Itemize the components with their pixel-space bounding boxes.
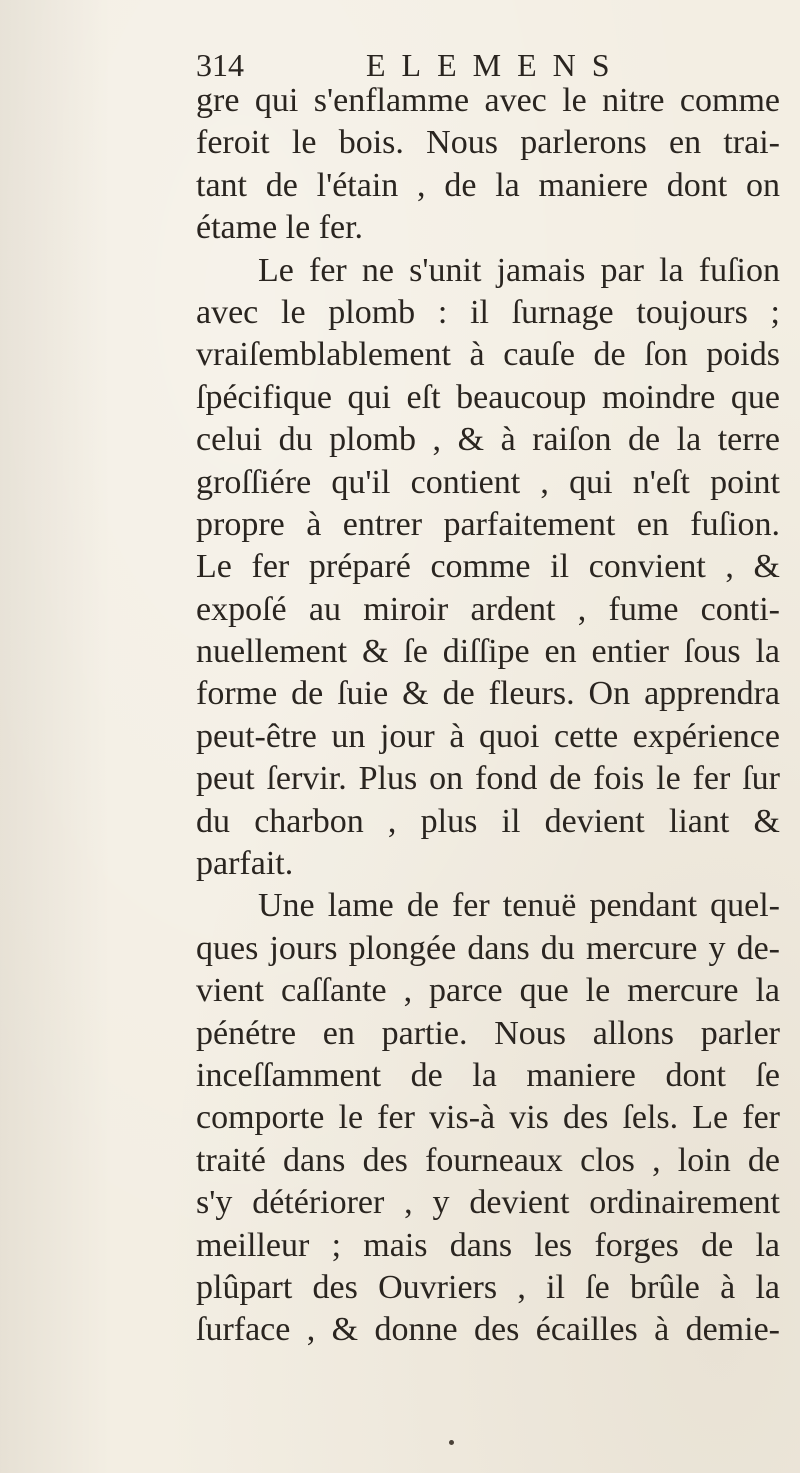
text-line: propre à entrer parfaitement en fuſion.: [196, 505, 780, 543]
text-line: meilleur ; mais dans les forges de la: [196, 1226, 780, 1264]
text-line: comporte le fer vis-à vis des ſels. Le fer: [196, 1099, 780, 1137]
text-line: expoſé au miroir ardent , fume conti-: [196, 590, 780, 628]
text-line: avec le plomb : il ſurnage toujours ;: [196, 293, 780, 331]
text-line: celui du plomb , & à raiſon de la terre: [196, 421, 780, 459]
text-line: du charbon , plus il devient liant &: [196, 802, 780, 840]
ink-spot: [449, 1440, 454, 1445]
text-line: vient caſſante , parce que le mercure la: [196, 972, 780, 1010]
text-line: forme de ſuie & de fleurs. On apprendra: [196, 675, 780, 713]
page-number: 314: [196, 47, 244, 83]
text-line: étame le fer.: [196, 209, 364, 247]
text-line: s'y détériorer , y devient ordinairement: [196, 1184, 780, 1222]
text-line: Une lame de fer tenuë pendant quel-: [258, 887, 780, 925]
text-line: feroit le bois. Nous parlerons en trai-: [196, 124, 780, 162]
page-gutter-shadow: [0, 0, 110, 1473]
body-text: [196, 80, 780, 1352]
text-line: ſurface , & donne des écailles à demie-: [196, 1311, 780, 1349]
text-line: ques jours plongée dans du mercure y de-: [196, 929, 780, 967]
text-line: Le fer préparé comme il convient , &: [196, 548, 780, 586]
text-line: ſpécifique qui eſt beaucoup moindre que: [196, 378, 780, 416]
text-line: Le fer ne s'unit jamais par la fuſion: [258, 251, 780, 289]
text-line: plûpart des Ouvriers , il ſe brûle à la: [196, 1268, 780, 1306]
text-line: parfait.: [196, 845, 294, 883]
text-line: pénétre en partie. Nous allons parler: [196, 1014, 780, 1052]
text-line: traité dans des fourneaux clos , loin de: [196, 1141, 780, 1179]
text-line: peut ſervir. Plus on fond de fois le fer ſur: [196, 760, 780, 798]
text-line: vraiſemblablement à cauſe de ſon poids: [196, 336, 780, 374]
text-line: tant de l'étain , de la maniere dont on: [196, 166, 780, 204]
text-line: gre qui s'enflamme avec le nitre comme: [196, 82, 780, 119]
text-line: groſſiére qu'il contient , qui n'eſt point: [196, 463, 780, 501]
text-line: inceſſamment de la maniere dont ſe: [196, 1056, 780, 1094]
text-line: peut-être un jour à quoi cette expérience: [196, 717, 780, 755]
text-line: nuellement & ſe diſſipe en entier ſous la: [196, 633, 780, 671]
running-title: ELEMENS: [366, 47, 626, 83]
